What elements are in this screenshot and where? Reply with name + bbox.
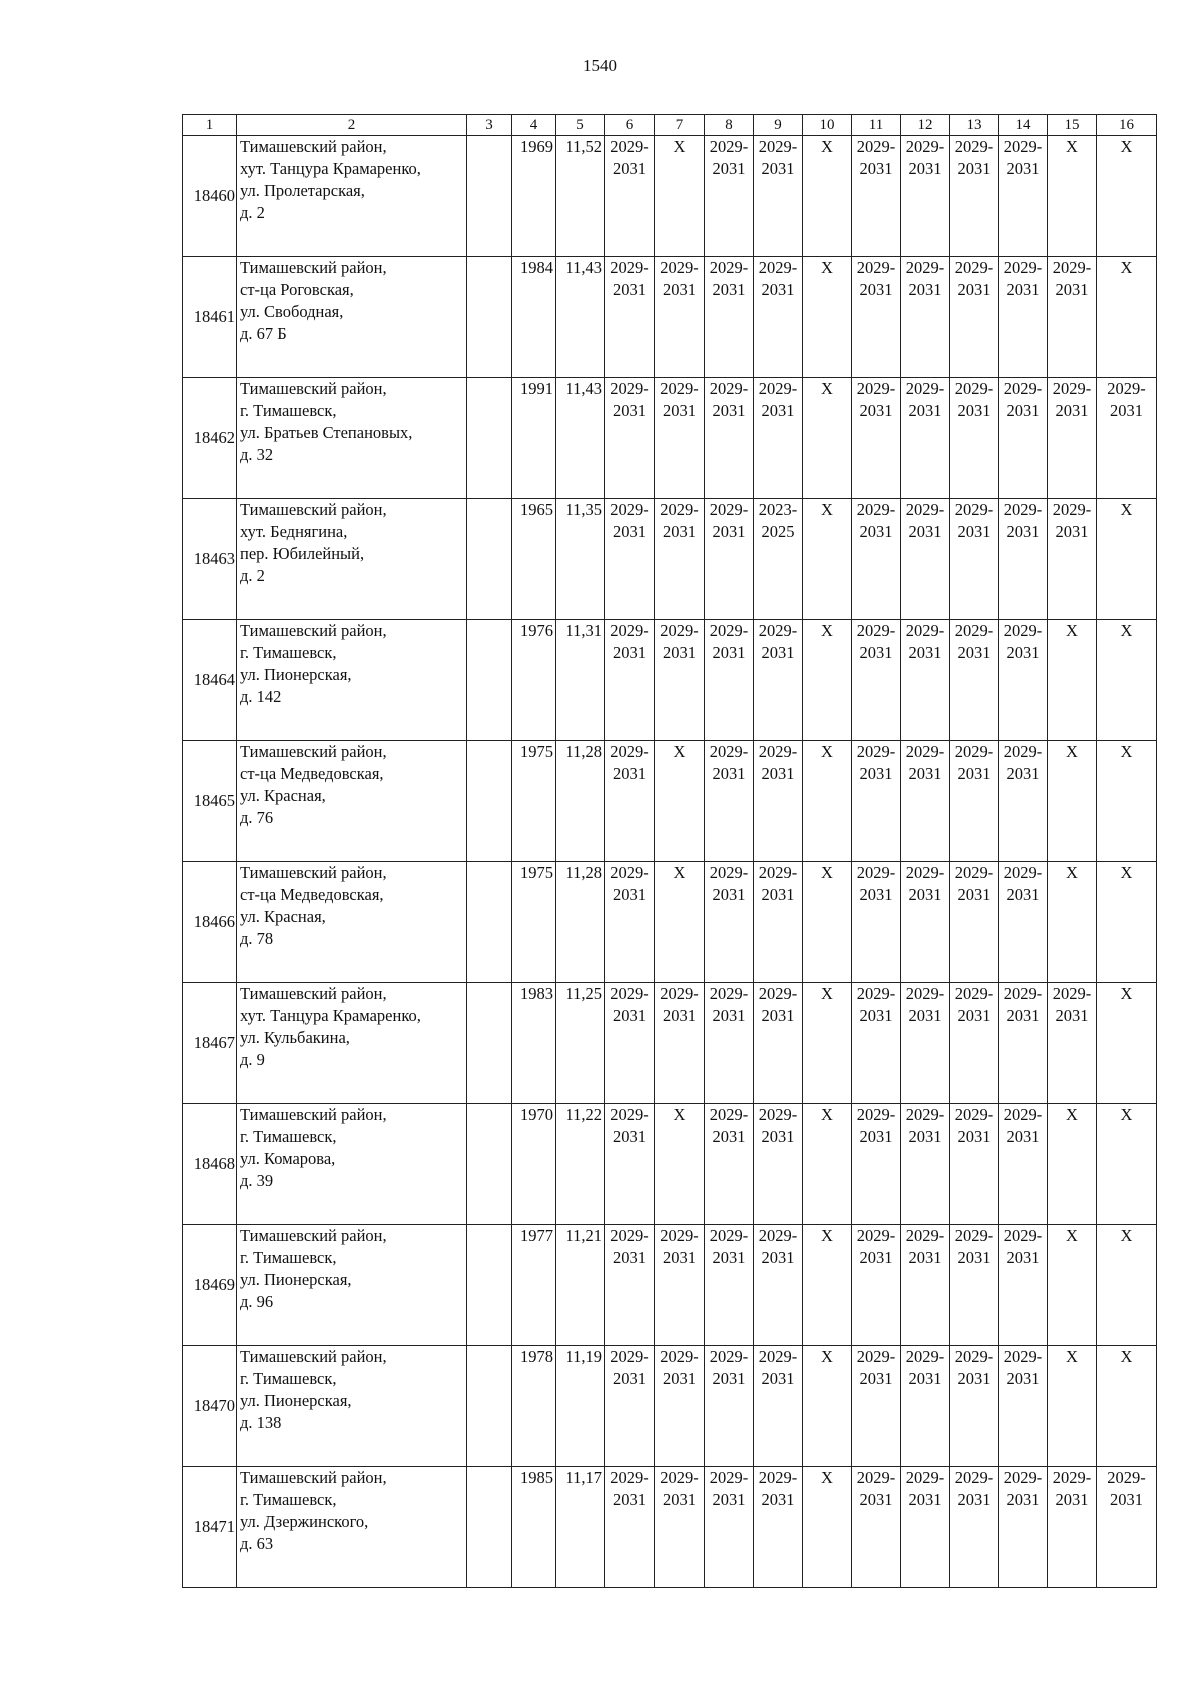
period-cell-col-7: 2029- 2031 [655,620,705,741]
address-cell [237,983,467,1104]
period-cell-col-14: 2029- 2031 [999,1225,1048,1346]
period-cell-col-7: 2029- 2031 [655,378,705,499]
period-cell-col-10: X [803,1225,852,1346]
column-header-5: 5 [556,115,605,136]
period-cell-col-7: 2029- 2031 [655,983,705,1104]
row-id: 18460 [183,136,237,257]
address-line: ул. Кульбакина, [240,1028,350,1047]
period-cell-col-14: 2029- 2031 [999,136,1048,257]
period-cell-col-11: 2029- 2031 [852,499,901,620]
address-line: д. 2 [240,566,265,585]
address-cell [237,1467,467,1588]
period-cell-col-13: 2029- 2031 [950,499,999,620]
row-id: 18463 [183,499,237,620]
period-cell-col-10: X [803,1467,852,1588]
column-header-6: 6 [605,115,655,136]
period-cell-col-9: 2029- 2031 [754,741,803,862]
table-row [183,1104,1157,1225]
address-cell [237,257,467,378]
column-header-13: 13 [950,115,999,136]
address-line: Тимашевский район, [240,621,387,640]
address-line: ул. Дзержинского, [240,1512,369,1531]
row-id: 18468 [183,1104,237,1225]
column-3-cell [467,1225,512,1346]
period-cell-col-12: 2029- 2031 [901,741,950,862]
period-cell-col-14: 2029- 2031 [999,378,1048,499]
period-cell-col-12: 2029- 2031 [901,378,950,499]
table-row [183,741,1157,862]
period-cell-col-15: X [1048,741,1097,862]
column-3-cell [467,1346,512,1467]
year-cell: 1978 [512,1346,556,1467]
period-cell-col-11: 2029- 2031 [852,1346,901,1467]
address-cell [237,862,467,983]
period-cell-col-11: 2029- 2031 [852,983,901,1104]
period-cell-col-16: X [1097,620,1157,741]
period-cell-col-9: 2029- 2031 [754,257,803,378]
address-line: Тимашевский район, [240,1105,387,1124]
period-cell-col-10: X [803,1104,852,1225]
value-cell: 11,17 [556,1467,605,1588]
period-cell-col-6: 2029- 2031 [605,1225,655,1346]
value-cell: 11,35 [556,499,605,620]
value-cell: 11,25 [556,983,605,1104]
column-3-cell [467,1467,512,1588]
period-cell-col-9: 2029- 2031 [754,378,803,499]
period-cell-col-6: 2029- 2031 [605,499,655,620]
period-cell-col-11: 2029- 2031 [852,378,901,499]
period-cell-col-15: X [1048,136,1097,257]
period-cell-col-8: 2029- 2031 [705,983,754,1104]
period-cell-col-7: X [655,136,705,257]
column-3-cell [467,983,512,1104]
period-cell-col-13: 2029- 2031 [950,136,999,257]
address-line: д. 32 [240,445,274,464]
period-cell-col-13: 2029- 2031 [950,1104,999,1225]
period-cell-col-16: X [1097,983,1157,1104]
period-cell-col-15: 2029- 2031 [1048,1467,1097,1588]
table-row [183,983,1157,1104]
period-cell-col-8: 2029- 2031 [705,378,754,499]
period-cell-col-10: X [803,741,852,862]
period-cell-col-11: 2029- 2031 [852,1104,901,1225]
address-line: д. 39 [240,1171,274,1190]
period-cell-col-9: 2029- 2031 [754,1346,803,1467]
table-row [183,620,1157,741]
column-header-12: 12 [901,115,950,136]
address-line: д. 78 [240,929,274,948]
period-cell-col-15: X [1048,1225,1097,1346]
period-cell-col-11: 2029- 2031 [852,136,901,257]
period-cell-col-9: 2029- 2031 [754,862,803,983]
row-id: 18465 [183,741,237,862]
row-id: 18461 [183,257,237,378]
address-line: г. Тимашевск, [240,1248,337,1267]
address-cell [237,1104,467,1225]
period-cell-col-13: 2029- 2031 [950,378,999,499]
row-id: 18470 [183,1346,237,1467]
value-cell: 11,19 [556,1346,605,1467]
year-cell: 1970 [512,1104,556,1225]
address-line: д. 2 [240,203,265,222]
period-cell-col-13: 2029- 2031 [950,983,999,1104]
address-line: г. Тимашевск, [240,643,337,662]
period-cell-col-11: 2029- 2031 [852,741,901,862]
value-cell: 11,21 [556,1225,605,1346]
period-cell-col-7: 2029- 2031 [655,1346,705,1467]
period-cell-col-10: X [803,257,852,378]
period-cell-col-10: X [803,378,852,499]
period-cell-col-13: 2029- 2031 [950,1346,999,1467]
period-cell-col-14: 2029- 2031 [999,257,1048,378]
row-id: 18464 [183,620,237,741]
address-line: Тимашевский район, [240,984,387,1003]
period-cell-col-12: 2029- 2031 [901,1346,950,1467]
period-cell-col-10: X [803,862,852,983]
period-cell-col-6: 2029- 2031 [605,620,655,741]
period-cell-col-12: 2029- 2031 [901,1225,950,1346]
table-row [183,499,1157,620]
period-cell-col-9: 2029- 2031 [754,1467,803,1588]
period-cell-col-8: 2029- 2031 [705,620,754,741]
period-cell-col-9: 2029- 2031 [754,620,803,741]
address-line: д. 9 [240,1050,265,1069]
column-header-11: 11 [852,115,901,136]
column-3-cell [467,741,512,862]
period-cell-col-14: 2029- 2031 [999,983,1048,1104]
period-cell-col-13: 2029- 2031 [950,1225,999,1346]
period-cell-col-8: 2029- 2031 [705,1104,754,1225]
period-cell-col-8: 2029- 2031 [705,1467,754,1588]
year-cell: 1975 [512,862,556,983]
period-cell-col-12: 2029- 2031 [901,499,950,620]
period-cell-col-15: X [1048,620,1097,741]
period-cell-col-12: 2029- 2031 [901,983,950,1104]
period-cell-col-9: 2029- 2031 [754,983,803,1104]
address-line: ул. Красная, [240,786,326,805]
address-line: хут. Танцура Крамаренко, [240,159,421,178]
address-cell [237,136,467,257]
table-row [183,257,1157,378]
period-cell-col-8: 2029- 2031 [705,499,754,620]
address-line: Тимашевский район, [240,863,387,882]
address-line: д. 63 [240,1534,274,1553]
column-header-2: 2 [237,115,467,136]
period-cell-col-10: X [803,983,852,1104]
column-header-14: 14 [999,115,1048,136]
value-cell: 11,31 [556,620,605,741]
period-cell-col-14: 2029- 2031 [999,1346,1048,1467]
column-header-7: 7 [655,115,705,136]
year-cell: 1976 [512,620,556,741]
address-line: Тимашевский район, [240,137,387,156]
period-cell-col-9: 2029- 2031 [754,1104,803,1225]
year-cell: 1984 [512,257,556,378]
value-cell: 11,28 [556,862,605,983]
address-cell [237,1225,467,1346]
address-line: Тимашевский район, [240,742,387,761]
year-cell: 1975 [512,741,556,862]
period-cell-col-12: 2029- 2031 [901,257,950,378]
period-cell-col-7: 2029- 2031 [655,1225,705,1346]
period-cell-col-13: 2029- 2031 [950,620,999,741]
address-line: Тимашевский район, [240,1468,387,1487]
period-cell-col-16: X [1097,499,1157,620]
period-cell-col-15: X [1048,1104,1097,1225]
period-cell-col-16: X [1097,1104,1157,1225]
period-cell-col-6: 2029- 2031 [605,257,655,378]
column-3-cell [467,499,512,620]
period-cell-col-16: 2029- 2031 [1097,1467,1157,1588]
period-cell-col-12: 2029- 2031 [901,1104,950,1225]
period-cell-col-11: 2029- 2031 [852,862,901,983]
period-cell-col-12: 2029- 2031 [901,136,950,257]
address-line: ул. Пионерская, [240,1391,352,1410]
period-cell-col-7: X [655,1104,705,1225]
period-cell-col-6: 2029- 2031 [605,1104,655,1225]
column-header-15: 15 [1048,115,1097,136]
period-cell-col-14: 2029- 2031 [999,1104,1048,1225]
column-3-cell [467,136,512,257]
period-cell-col-11: 2029- 2031 [852,620,901,741]
period-cell-col-11: 2029- 2031 [852,1225,901,1346]
period-cell-col-10: X [803,136,852,257]
row-id: 18467 [183,983,237,1104]
period-cell-col-14: 2029- 2031 [999,499,1048,620]
column-3-cell [467,257,512,378]
period-cell-col-16: 2029- 2031 [1097,378,1157,499]
period-cell-col-6: 2029- 2031 [605,741,655,862]
address-line: ст-ца Медведовская, [240,885,384,904]
period-cell-col-7: X [655,741,705,862]
column-3-cell [467,620,512,741]
column-header-1: 1 [183,115,237,136]
year-cell: 1991 [512,378,556,499]
table-row [183,1467,1157,1588]
period-cell-col-10: X [803,620,852,741]
table-body [183,136,1157,1588]
year-cell: 1985 [512,1467,556,1588]
table-row [183,136,1157,257]
period-cell-col-7: 2029- 2031 [655,1467,705,1588]
column-3-cell [467,862,512,983]
year-cell: 1977 [512,1225,556,1346]
table-row [183,378,1157,499]
row-id: 18462 [183,378,237,499]
period-cell-col-6: 2029- 2031 [605,136,655,257]
row-id: 18471 [183,1467,237,1588]
period-cell-col-15: 2029- 2031 [1048,499,1097,620]
value-cell: 11,43 [556,257,605,378]
address-line: д. 76 [240,808,274,827]
period-cell-col-9: 2029- 2031 [754,136,803,257]
address-cell [237,378,467,499]
address-cell [237,499,467,620]
address-line: ст-ца Медведовская, [240,764,384,783]
column-header-9: 9 [754,115,803,136]
address-line: ул. Красная, [240,907,326,926]
address-line: д. 67 Б [240,324,287,343]
period-cell-col-12: 2029- 2031 [901,1467,950,1588]
value-cell: 11,43 [556,378,605,499]
row-id: 18469 [183,1225,237,1346]
period-cell-col-10: X [803,499,852,620]
period-cell-col-14: 2029- 2031 [999,741,1048,862]
period-cell-col-14: 2029- 2031 [999,1467,1048,1588]
address-line: Тимашевский район, [240,500,387,519]
period-cell-col-16: X [1097,257,1157,378]
period-cell-col-8: 2029- 2031 [705,1225,754,1346]
address-line: г. Тимашевск, [240,1369,337,1388]
period-cell-col-12: 2029- 2031 [901,620,950,741]
period-cell-col-6: 2029- 2031 [605,378,655,499]
period-cell-col-7: X [655,862,705,983]
table-row [183,1225,1157,1346]
period-cell-col-7: 2029- 2031 [655,257,705,378]
address-line: ул. Пионерская, [240,1270,352,1289]
period-cell-col-12: 2029- 2031 [901,862,950,983]
year-cell: 1969 [512,136,556,257]
column-header-3: 3 [467,115,512,136]
period-cell-col-15: 2029- 2031 [1048,983,1097,1104]
value-cell: 11,22 [556,1104,605,1225]
period-cell-col-14: 2029- 2031 [999,620,1048,741]
period-cell-col-8: 2029- 2031 [705,862,754,983]
period-cell-col-6: 2029- 2031 [605,862,655,983]
address-line: г. Тимашевск, [240,1490,337,1509]
period-cell-col-11: 2029- 2031 [852,1467,901,1588]
address-line: ст-ца Роговская, [240,280,354,299]
period-cell-col-9: 2029- 2031 [754,1225,803,1346]
year-cell: 1983 [512,983,556,1104]
address-line: Тимашевский район, [240,1226,387,1245]
register-table [182,114,1157,1588]
period-cell-col-16: X [1097,741,1157,862]
address-line: Тимашевский район, [240,1347,387,1366]
period-cell-col-16: X [1097,862,1157,983]
address-line: пер. Юбилейный, [240,544,365,563]
period-cell-col-8: 2029- 2031 [705,136,754,257]
address-line: г. Тимашевск, [240,1127,337,1146]
address-line: ул. Пионерская, [240,665,352,684]
address-line: д. 138 [240,1413,282,1432]
address-line: д. 142 [240,687,282,706]
period-cell-col-13: 2029- 2031 [950,257,999,378]
table-row [183,1346,1157,1467]
period-cell-col-15: X [1048,1346,1097,1467]
page-number: 1540 [583,56,617,75]
column-header-4: 4 [512,115,556,136]
period-cell-col-7: 2029- 2031 [655,499,705,620]
period-cell-col-6: 2029- 2031 [605,1346,655,1467]
column-header-16: 16 [1097,115,1157,136]
year-cell: 1965 [512,499,556,620]
address-line: хут. Беднягина, [240,522,348,541]
period-cell-col-13: 2029- 2031 [950,862,999,983]
address-cell [237,620,467,741]
column-header-8: 8 [705,115,754,136]
period-cell-col-8: 2029- 2031 [705,1346,754,1467]
period-cell-col-13: 2029- 2031 [950,1467,999,1588]
period-cell-col-16: X [1097,1346,1157,1467]
period-cell-col-10: X [803,1346,852,1467]
address-line: г. Тимашевск, [240,401,337,420]
address-cell [237,1346,467,1467]
column-3-cell [467,378,512,499]
period-cell-col-6: 2029- 2031 [605,983,655,1104]
table-row [183,862,1157,983]
period-cell-col-8: 2029- 2031 [705,741,754,862]
value-cell: 11,52 [556,136,605,257]
period-cell-col-14: 2029- 2031 [999,862,1048,983]
period-cell-col-9: 2023- 2025 [754,499,803,620]
column-header-10: 10 [803,115,852,136]
row-id: 18466 [183,862,237,983]
address-line: ул. Пролетарская, [240,181,365,200]
period-cell-col-15: 2029- 2031 [1048,378,1097,499]
column-3-cell [467,1104,512,1225]
period-cell-col-15: X [1048,862,1097,983]
period-cell-col-8: 2029- 2031 [705,257,754,378]
period-cell-col-13: 2029- 2031 [950,741,999,862]
period-cell-col-16: X [1097,1225,1157,1346]
address-line: д. 96 [240,1292,274,1311]
address-line: ул. Свободная, [240,302,344,321]
address-line: ул. Братьев Степановых, [240,423,413,442]
address-line: Тимашевский район, [240,258,387,277]
address-line: Тимашевский район, [240,379,387,398]
table-header-row [183,115,1157,136]
period-cell-col-15: 2029- 2031 [1048,257,1097,378]
period-cell-col-11: 2029- 2031 [852,257,901,378]
address-line: ул. Комарова, [240,1149,336,1168]
period-cell-col-6: 2029- 2031 [605,1467,655,1588]
value-cell: 11,28 [556,741,605,862]
period-cell-col-16: X [1097,136,1157,257]
address-cell [237,741,467,862]
address-line: хут. Танцура Крамаренко, [240,1006,421,1025]
